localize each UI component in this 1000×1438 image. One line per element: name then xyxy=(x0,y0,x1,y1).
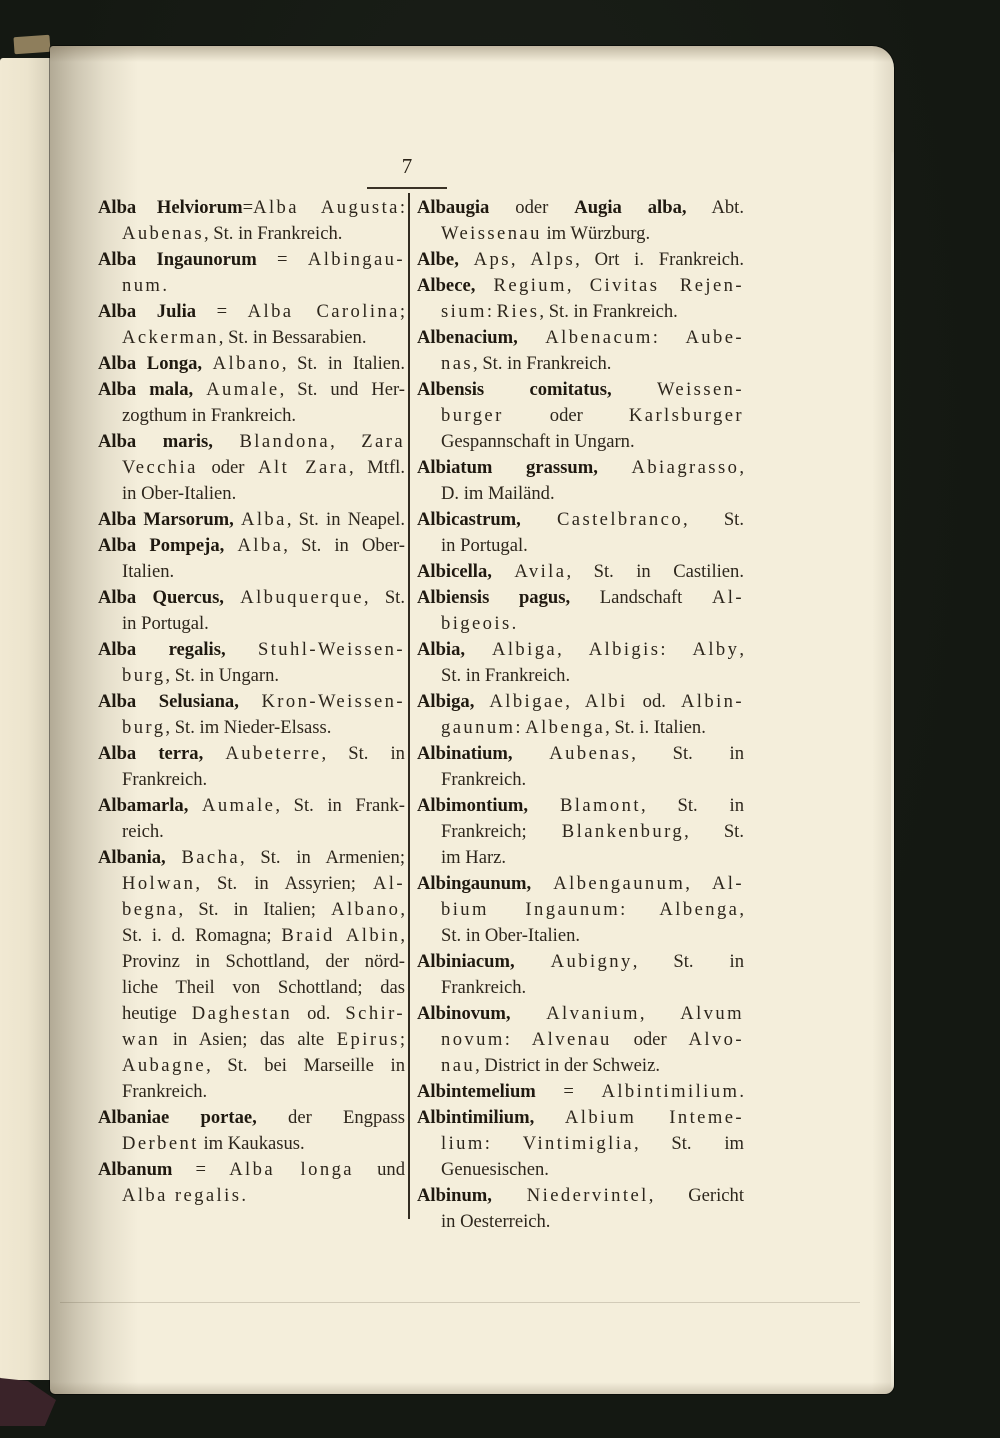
text-line: Alba regalis, Stuhl-Weissen- xyxy=(98,639,405,660)
text-line: nau, District in der Schweiz. xyxy=(441,1055,660,1076)
text-line: Alba regalis. xyxy=(122,1185,247,1206)
text-line: Albinum, Niedervintel, Gericht xyxy=(417,1185,744,1206)
text-line: burger oder Karlsburger xyxy=(441,405,744,426)
column-divider xyxy=(408,193,410,1219)
text-line: Frankreich. xyxy=(441,769,527,790)
text-line: Albenacium, Albenacum: Aube- xyxy=(417,327,744,348)
text-line: Albece, Regium, Civitas Rejen- xyxy=(417,275,745,296)
text-line: Albiensis pagus, Landschaft Al- xyxy=(417,587,744,608)
text-line: Albicastrum, Castelbranco, St. xyxy=(417,509,744,530)
text-line: Frankreich; Blankenburg, St. xyxy=(441,821,744,842)
book-page xyxy=(50,46,894,1394)
book-spine-corner xyxy=(0,1376,56,1426)
text-line: Alba Ingaunorum = Albingau- xyxy=(98,249,405,270)
text-line: Albinovum, Alvanium, Alvum xyxy=(417,1003,744,1024)
entry xyxy=(417,325,744,377)
entry xyxy=(417,273,744,325)
entry xyxy=(98,195,405,247)
entry xyxy=(417,637,744,689)
entry xyxy=(417,1105,744,1183)
text-line: Frankreich. xyxy=(122,769,208,790)
text-line: bium Ingaunum: Albenga, xyxy=(441,899,744,920)
text-line: Frankreich. xyxy=(441,977,527,998)
entry xyxy=(98,507,405,533)
text-line: Frankreich. xyxy=(122,1081,208,1102)
text-line: sium: Ries, St. in Frankreich. xyxy=(441,301,678,322)
left-column xyxy=(98,195,405,1209)
text-line: Aubagne, St. bei Marseille in xyxy=(122,1055,405,1076)
entry xyxy=(417,871,744,949)
text-line: D. im Mailänd. xyxy=(441,483,555,504)
text-line: Albingaunum, Albengaunum, Al- xyxy=(417,873,744,894)
entry xyxy=(98,793,405,845)
entry xyxy=(98,845,405,1105)
text-line: St. in Frankreich. xyxy=(441,665,571,686)
text-line: Alba Selusiana, Kron-Weissen- xyxy=(98,691,405,712)
text-line: Albe, Aps, Alps, Ort i. Frankreich. xyxy=(417,249,744,270)
entry xyxy=(98,741,405,793)
entry xyxy=(98,247,405,299)
text-line: Derbent im Kaukasus. xyxy=(122,1133,305,1154)
text-line: Albanum = Alba longa und xyxy=(98,1159,405,1180)
right-column xyxy=(417,195,744,1235)
text-line: liche Theil von Schottland; das xyxy=(122,977,405,998)
entry xyxy=(417,377,744,455)
text-line: burg, St. in Ungarn. xyxy=(122,665,280,686)
entry xyxy=(417,1001,744,1079)
text-line: Holwan, St. in Assyrien; Al- xyxy=(122,873,405,894)
entry xyxy=(98,689,405,741)
text-line: Alba Marsorum, Alba, St. in Neapel. xyxy=(98,509,405,530)
text-line: Albania, Bacha, St. in Armenien; xyxy=(98,847,405,868)
text-line: nas, St. in Frankreich. xyxy=(441,353,612,374)
text-line: in Portugal. xyxy=(441,535,528,556)
text-line: Albintimilium, Albium Inteme- xyxy=(417,1107,744,1128)
page-corner-fragment xyxy=(13,35,50,54)
text-line: Alba Longa, Albano, St. in Italien. xyxy=(98,353,405,374)
entry xyxy=(417,793,744,871)
text-line: Albimontium, Blamont, St. in xyxy=(417,795,744,816)
text-line: Albicella, Avila, St. in Castilien. xyxy=(417,561,744,582)
text-line: Alba maris, Blandona, Zara xyxy=(98,431,406,452)
page-number: 7 xyxy=(367,154,447,189)
entry xyxy=(98,351,405,377)
text-line: in Portugal. xyxy=(122,613,209,634)
text-line: Albaugia oder Augia alba, Abt. xyxy=(417,197,744,218)
entry xyxy=(98,1157,405,1209)
text-line: Albinatium, Aubenas, St. in xyxy=(417,743,744,764)
text-line: St. in Ober-Italien. xyxy=(441,925,581,946)
text-line: Aubenas, St. in Frankreich. xyxy=(122,223,343,244)
entry xyxy=(417,949,744,1001)
text-line: burg, St. im Nieder-Elsass. xyxy=(122,717,332,738)
text-line: Albiniacum, Aubigny, St. in xyxy=(417,951,744,972)
page-edge-highlight xyxy=(891,152,894,1388)
entry xyxy=(98,533,405,585)
text-line: Alba Julia = Alba Carolina; xyxy=(98,301,405,322)
entry xyxy=(98,429,405,507)
text-line: Provinz in Schottland, der nörd- xyxy=(122,951,405,972)
entry xyxy=(417,507,744,559)
text-line: im Harz. xyxy=(441,847,507,868)
text-line: Albamarla, Aumale, St. in Frank- xyxy=(98,795,405,816)
entry xyxy=(417,1183,744,1235)
text-line: Albensis comitatus, Weissen- xyxy=(417,379,744,400)
entry xyxy=(98,637,405,689)
text-line: Italien. xyxy=(122,561,175,582)
text-line: in Oesterreich. xyxy=(441,1211,551,1232)
text-line: gaunum: Albenga, St. i. Italien. xyxy=(441,717,706,738)
text-line: Weissenau im Würzburg. xyxy=(441,223,651,244)
entry xyxy=(98,299,405,351)
text-line: Alba mala, Aumale, St. und Her- xyxy=(98,379,406,400)
text-line: Albiatum grassum, Abiagrasso, xyxy=(417,457,744,478)
text-line: heutige Daghestan od. Schir- xyxy=(122,1003,405,1024)
entry xyxy=(417,585,744,637)
text-line: Alba Quercus, Albuquerque, St. xyxy=(98,587,405,608)
entry xyxy=(98,585,405,637)
text-line: Vecchia oder Alt Zara, Mtfl. xyxy=(122,457,405,478)
text-line: St. i. d. Romagna; Braid Albin, xyxy=(122,925,406,946)
text-line: Albintemelium = Albintimilium. xyxy=(417,1081,744,1102)
entry xyxy=(417,559,744,585)
text-line: reich. xyxy=(122,821,164,842)
text-line: wan in Asien; das alte Epirus; xyxy=(122,1029,405,1050)
text-line: Albaniae portae, der Engpass xyxy=(98,1107,406,1128)
facing-page-edge xyxy=(0,58,50,1380)
entry xyxy=(417,247,744,273)
text-line: Genuesischen. xyxy=(441,1159,549,1180)
entry xyxy=(417,455,744,507)
text-line: Gespannschaft in Ungarn. xyxy=(441,431,635,452)
text-line: Alba terra, Aubeterre, St. in xyxy=(98,743,405,764)
text-line: Albiga, Albigae, Albi od. Albin- xyxy=(417,691,744,712)
entry xyxy=(98,377,405,429)
entry xyxy=(417,689,744,741)
text-line: novum: Alvenau oder Alvo- xyxy=(441,1029,744,1050)
entry xyxy=(417,1079,744,1105)
text-line: lium: Vintimiglia, St. im xyxy=(441,1133,744,1154)
text-line: Alba Pompeja, Alba, St. in Ober- xyxy=(98,535,405,556)
entry xyxy=(98,1105,405,1157)
text-line: Alba Helviorum=Alba Augusta: xyxy=(98,197,405,218)
text-line: Albia, Albiga, Albigis: Alby, xyxy=(417,639,744,660)
entry xyxy=(417,195,744,247)
text-line: num. xyxy=(122,275,167,296)
text-line: bigeois. xyxy=(441,613,517,634)
page-crease xyxy=(60,1302,860,1303)
text-line: in Ober-Italien. xyxy=(122,483,237,504)
text-line: begna, St. in Italien; Albano, xyxy=(122,899,405,920)
entry xyxy=(417,741,744,793)
text-line: zogthum in Frankreich. xyxy=(122,405,297,426)
text-line: Ackerman, St. in Bessarabien. xyxy=(122,327,367,348)
